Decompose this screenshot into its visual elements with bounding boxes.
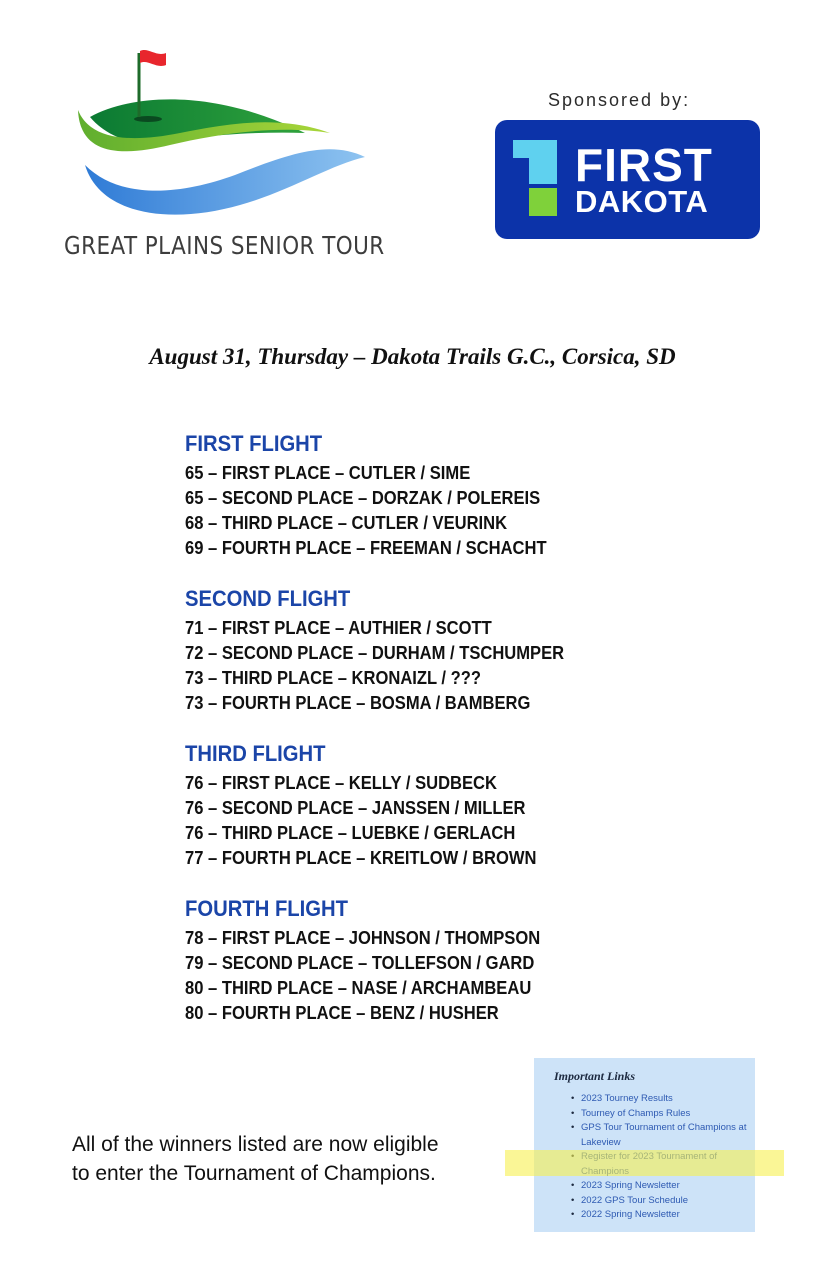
link-tournament-lakeview[interactable]: • GPS Tour Tournament of Champions at Lakeview	[581, 1121, 751, 1150]
link-spring-newsletter-2023[interactable]: • 2023 Spring Newsletter	[581, 1179, 751, 1194]
result-row: 68 – THIRD PLACE – CUTLER / VEURINK	[185, 513, 508, 533]
flight-block	[185, 741, 567, 871]
eligibility-note	[72, 1130, 439, 1188]
result-row: 80 – THIRD PLACE – NASE / ARCHAMBEAU	[185, 978, 532, 998]
tour-logo	[60, 45, 390, 275]
result-row: 65 – FIRST PLACE – CUTLER / SIME	[185, 463, 471, 483]
flight-title: FOURTH FLIGHT	[185, 896, 349, 921]
result-row: 73 – THIRD PLACE – KRONAIZL / ???	[185, 668, 481, 688]
result-row: 79 – SECOND PLACE – TOLLEFSON / GARD	[185, 953, 535, 973]
note-line: to enter the Tournament of Champions.	[72, 1162, 436, 1185]
link-tourney-results[interactable]: • 2023 Tourney Results	[581, 1092, 751, 1107]
sponsor-label: Sponsored by:	[548, 90, 691, 110]
event-title: August 31, Thursday – Dakota Trails G.C., Corsica, SD	[149, 344, 676, 369]
flight-title: FIRST FLIGHT	[185, 431, 323, 456]
link-spring-newsletter-2022[interactable]: • 2022 Spring Newsletter	[581, 1208, 751, 1223]
result-row: 76 – FIRST PLACE – KELLY / SUDBECK	[185, 773, 497, 793]
sponsor-name-line1: FIRST	[575, 139, 713, 191]
golf-flag-icon	[60, 45, 380, 230]
result-row: 71 – FIRST PLACE – AUTHIER / SCOTT	[185, 618, 492, 638]
result-row: 73 – FOURTH PLACE – BOSMA / BAMBERG	[185, 693, 531, 713]
link-tour-schedule-2022[interactable]: • 2022 GPS Tour Schedule	[581, 1194, 751, 1209]
result-row: 72 – SECOND PLACE – DURHAM / TSCHUMPER	[185, 643, 565, 663]
flight-block	[185, 896, 571, 1026]
result-row: 78 – FIRST PLACE – JOHNSON / THOMPSON	[185, 928, 541, 948]
sponsor-logo	[495, 120, 760, 239]
highlight-marker	[505, 1150, 784, 1176]
links-title: Important Links	[554, 1069, 636, 1083]
result-row: 69 – FOURTH PLACE – FREEMAN / SCHACHT	[185, 538, 547, 558]
flight-block	[185, 586, 597, 716]
result-row: 77 – FOURTH PLACE – KREITLOW / BROWN	[185, 848, 537, 868]
flight-block	[185, 431, 578, 561]
flight-title: THIRD FLIGHT	[185, 741, 326, 766]
flight-title: SECOND FLIGHT	[185, 586, 351, 611]
note-line: All of the winners listed are now eligible	[72, 1133, 439, 1156]
first-dakota-mark-icon	[513, 140, 557, 216]
important-links-panel	[534, 1058, 755, 1232]
sponsor-name-line2: DAKOTA	[575, 184, 709, 219]
link-champs-rules[interactable]: • Tourney of Champs Rules	[581, 1107, 751, 1122]
tour-name: GREAT PLAINS SENIOR TOUR	[64, 231, 385, 260]
result-row: 65 – SECOND PLACE – DORZAK / POLEREIS	[185, 488, 541, 508]
result-row: 76 – SECOND PLACE – JANSSEN / MILLER	[185, 798, 526, 818]
result-row: 80 – FOURTH PLACE – BENZ / HUSHER	[185, 1003, 499, 1023]
result-row: 76 – THIRD PLACE – LUEBKE / GERLACH	[185, 823, 516, 843]
